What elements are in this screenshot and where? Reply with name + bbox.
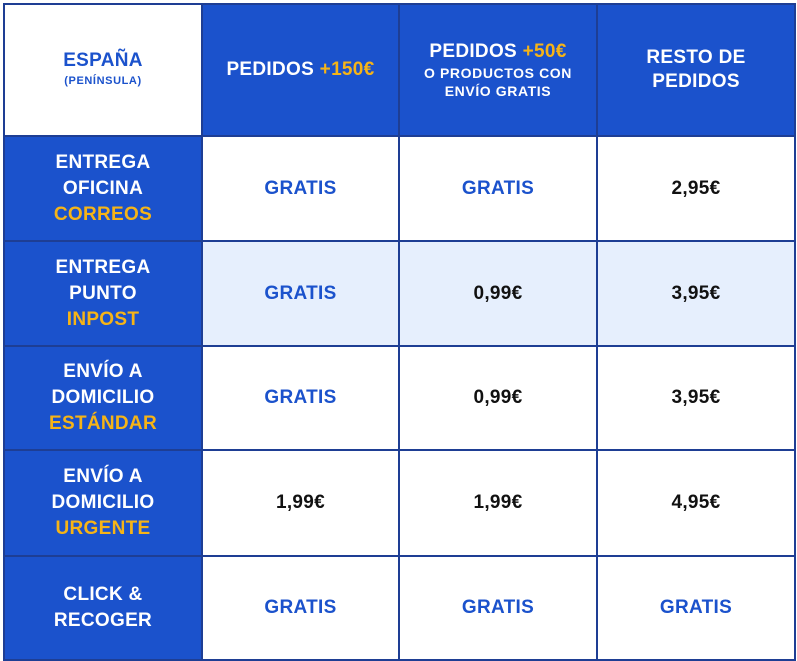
rate-cell: 4,95€ — [597, 450, 795, 556]
column-header-accent: +150€ — [319, 59, 375, 80]
table-row — [4, 136, 795, 241]
row-header-line: ENVÍO A — [63, 466, 143, 487]
row-header-line: PUNTO — [69, 282, 137, 304]
row-header-line: CLICK & — [63, 584, 143, 605]
row-header-standard — [4, 346, 202, 450]
row-header-line: OFICINA — [62, 177, 144, 199]
table-row — [4, 241, 795, 346]
table-row — [4, 346, 795, 450]
column-header-label: PEDIDOS — [226, 59, 315, 80]
column-header-accent: +50€ — [522, 41, 567, 62]
region-header — [4, 4, 202, 136]
rate-cell: 2,95€ — [597, 136, 795, 241]
rate-cell: 0,99€ — [399, 241, 597, 346]
column-header-label: RESTO DE PEDIDOS — [646, 47, 746, 92]
row-header-line: ENVÍO A — [63, 361, 143, 382]
row-header-correos — [4, 136, 202, 241]
row-header-line: ENTREGA — [55, 151, 151, 173]
row-header-urgent — [4, 450, 202, 556]
table-row — [4, 450, 795, 556]
rate-cell: GRATIS — [399, 556, 597, 660]
rate-cell: GRATIS — [202, 556, 399, 660]
country-label: ESPAÑA — [63, 50, 143, 71]
column-header-label: PEDIDOS — [429, 41, 518, 62]
row-header-carrier: CORREOS — [53, 203, 153, 225]
shipping-rates-table — [3, 3, 796, 661]
rate-cell: 1,99€ — [399, 450, 597, 556]
rate-cell: GRATIS — [202, 241, 399, 346]
row-header-line: DOMICILIO — [51, 492, 155, 513]
rate-cell: 0,99€ — [399, 346, 597, 450]
region-label: (PENÍNSULA) — [64, 75, 142, 87]
row-header-line: DOMICILIO — [51, 387, 155, 408]
column-header-other-orders — [597, 4, 795, 136]
row-header-carrier: INPOST — [66, 308, 140, 330]
row-header-carrier: URGENTE — [55, 518, 151, 539]
rate-cell: GRATIS — [399, 136, 597, 241]
rate-cell: 1,99€ — [202, 450, 399, 556]
row-header-line: RECOGER — [53, 610, 153, 631]
row-header-inpost — [4, 241, 202, 346]
rate-cell: 3,95€ — [597, 241, 795, 346]
rate-cell: GRATIS — [202, 346, 399, 450]
column-header-subtitle: O PRODUCTOS CON ENVÍO GRATIS — [424, 65, 572, 99]
column-header-orders-150 — [202, 4, 399, 136]
row-header-carrier: ESTÁNDAR — [49, 413, 157, 434]
row-header-line: ENTREGA — [55, 256, 151, 278]
row-header-click-collect — [4, 556, 202, 660]
rate-cell: GRATIS — [597, 556, 795, 660]
rate-cell: 3,95€ — [597, 346, 795, 450]
column-header-orders-50 — [399, 4, 597, 136]
table-row — [4, 556, 795, 660]
rate-cell: GRATIS — [202, 136, 399, 241]
table-header-row — [4, 4, 795, 136]
